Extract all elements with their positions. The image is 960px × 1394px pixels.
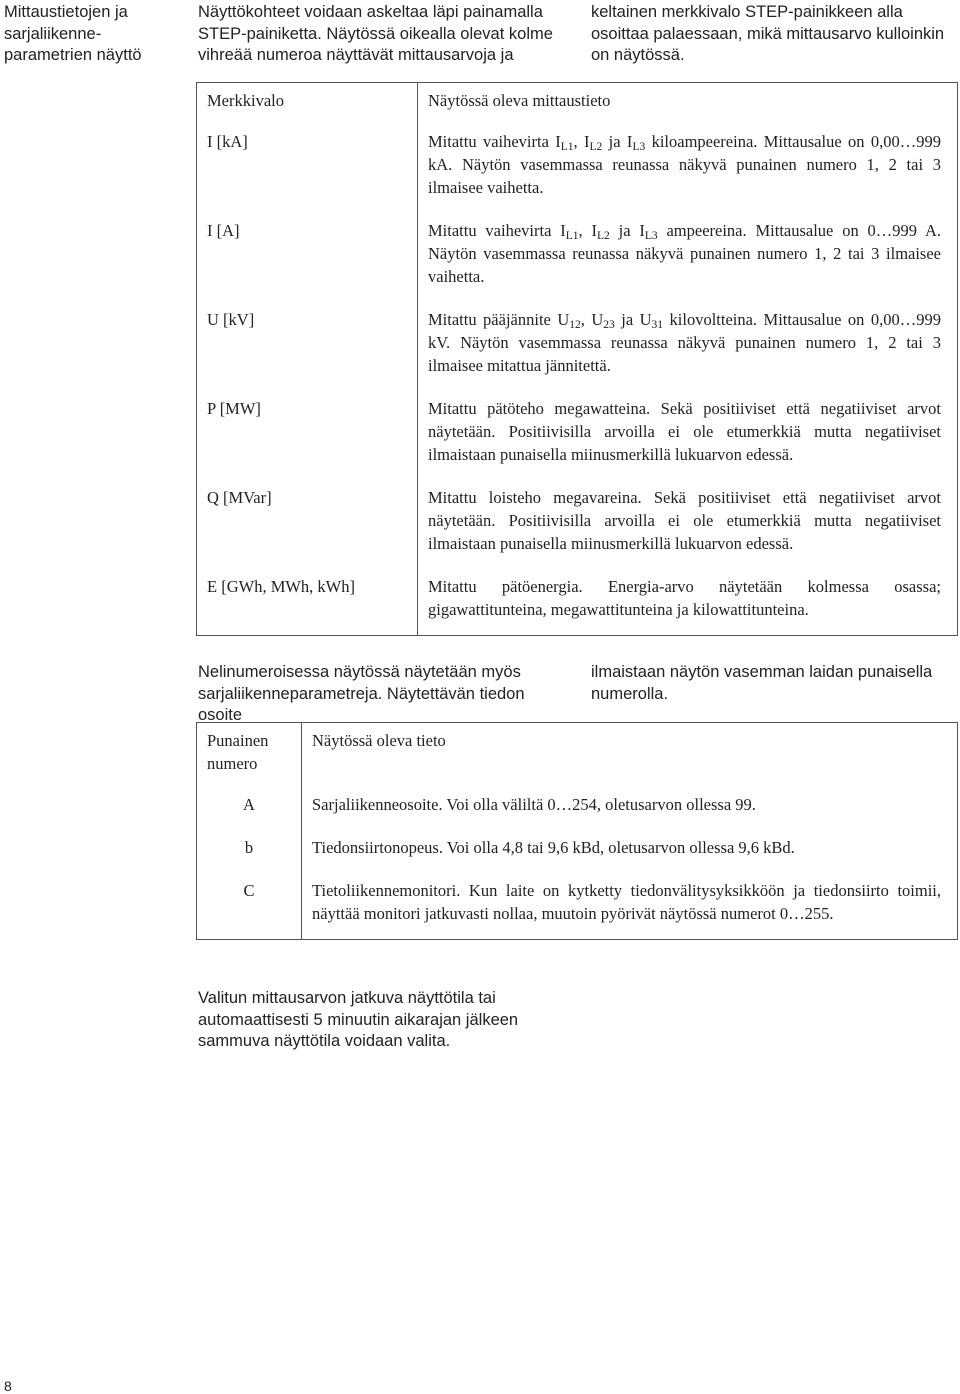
measurement-description: Mitattu pätöenergia. Energia-arvo näytetään kolmessa osassa; gigawattitunteina, megawattitunteina ja kilowattitunteina. — [428, 577, 941, 619]
measurements-table — [196, 82, 958, 636]
measurement-description: Mitattu loisteho megavareina. Sekä positiiviset että negatiiviset arvot näytetään. Positiivisilla arvoilla ei ole etumerkkiä mutta negatiiviset ilmaistaan punaisella miinusmerkillä lukuarvon edessä. — [428, 488, 941, 553]
table-row — [197, 219, 958, 308]
parameter-description: Tietoliikennemonitori. Kun laite on kytketty tiedonvälitysyksikköön ja tiedonsiirto toimii, näyttää monitori jatkuvasti nollaa, muutoin pyörivät näytössä numerot 0…255. — [312, 881, 941, 923]
indicator-label: U [kV] — [197, 308, 418, 397]
indicator-label: Q [MVar] — [197, 486, 418, 575]
indicator-label: P [MW] — [197, 397, 418, 486]
table-row — [197, 130, 958, 219]
measurement-description: Mitattu vaihevirta $I_{L1}$, $I_{L2}$ ja $I_{L3}$ kiloampeereina. Mittausalue on 0,00…999 kA. Näytön vasemmassa reunassa näkyvä punainen numero 1, 2 tai 3 ilmaisee vaihetta. — [428, 132, 941, 197]
measurement-description: Mitattu pätöteho megawatteina. Sekä positiiviset että negatiiviset arvot näytetään. Positiivisilla arvoilla ei ole etumerkkiä mutta negatiiviset ilmaistaan punaisella miinusmerkillä lukuarvon edessä. — [428, 399, 941, 464]
red-number-code: C — [197, 879, 302, 940]
serial-parameters-table — [196, 722, 958, 940]
serial-paragraph-col1: Nelinumeroisessa näytössä näytetään myös sarjaliikenneparametreja. Näytettävän tiedon osoite — [198, 663, 525, 724]
table-row — [197, 879, 958, 940]
parameter-description: Sarjaliikenneosoite. Voi olla väliltä 0…254, oletusarvon ollessa 99. — [312, 795, 756, 814]
serial-paragraph-col2: ilmaistaan näytön vasemman laidan punaisella numerolla. — [591, 663, 933, 703]
table-row — [197, 486, 958, 575]
footer-note: Valitun mittausarvon jatkuva näyttötila tai automaattisesti 5 minuutin aikarajan jälkeen sammuva näyttötila voidaan valita. — [198, 989, 519, 1050]
section-sidebar-title: Mittaustietojen ja sarjaliikenne-parametrien näyttö — [4, 3, 142, 64]
parameter-description: Tiedonsiirtonopeus. Voi olla 4,8 tai 9,6 kBd, oletusarvon ollessa 9,6 kBd. — [312, 838, 795, 857]
table-row — [197, 308, 958, 397]
page-number: 8 — [4, 1378, 12, 1394]
header-display-info: Näytössä oleva tieto — [312, 731, 446, 750]
header-red-number: Punainen numero — [197, 723, 302, 794]
measurement-description: Mitattu pääjännite $U_{12}$, $U_{23}$ ja $U_{31}$ kilovoltteina. Mittausalue on 0,00…999 kV. Näytön vasemmassa reunassa näkyvä punainen numero 1, 2 tai 3 ilmaisee mitattua jännitettä. — [428, 310, 941, 375]
indicator-label: I [kA] — [197, 130, 418, 219]
table-row — [197, 836, 958, 879]
table-row — [197, 575, 958, 636]
intro-paragraph-col2: keltainen merkkivalo STEP-painikkeen alla osoittaa palaessaan, mikä mittausarvo kulloinkin on näytössä. — [591, 3, 945, 64]
measurements-table-header — [197, 83, 958, 131]
indicator-label: I [A] — [197, 219, 418, 308]
red-number-code: A — [197, 793, 302, 836]
table-row — [197, 793, 958, 836]
header-measurement-info: Näytössä oleva mittaustieto — [428, 91, 611, 110]
header-indicator: Merkkivalo — [197, 83, 418, 131]
indicator-label: E [GWh, MWh, kWh] — [197, 575, 418, 636]
measurement-description: Mitattu vaihevirta $I_{L1}$, $I_{L2}$ ja $I_{L3}$ ampeereina. Mittausalue on 0…999 A. Näytön vasemmassa reunassa näkyvä punainen numero 1, 2 tai 3 ilmaisee vaihetta. — [428, 221, 942, 286]
table-row — [197, 397, 958, 486]
intro-paragraph-col1: Näyttökohteet voidaan askeltaa läpi painamalla STEP-painiketta. Näytössä oikealla olevat kolme vihreää numeroa näyttävät mittausarvoja ja — [198, 3, 553, 64]
red-number-code: b — [197, 836, 302, 879]
serial-table-header — [197, 723, 958, 794]
